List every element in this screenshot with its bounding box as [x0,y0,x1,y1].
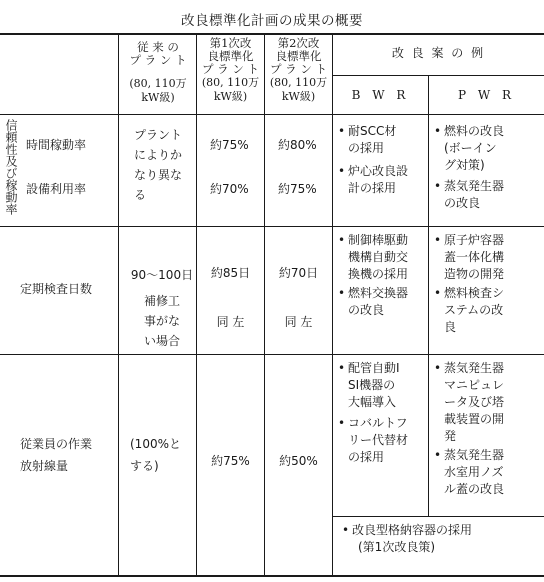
phase1-time-availability: 約75% [210,138,249,152]
pwr-inspection [432,232,542,336]
bullet-line: 良 [444,320,457,334]
common-row-rule [332,516,544,517]
cell-text: る [134,188,147,202]
bullet-item [432,232,542,283]
bullet-item [432,285,542,336]
bullet-line: SI機器の [348,378,396,392]
conventional-inspection [128,265,196,351]
col-rule-1 [118,33,119,576]
bullet-line: • 原子炉容器 [444,233,505,247]
bullet-item [336,232,426,283]
cell-text: によりか [134,148,183,162]
cell-text: 同 左 [216,315,245,329]
header-text: kW級) [281,90,316,103]
table-top-rule [0,33,544,35]
header-text: プ ラ ン ト [270,62,327,76]
header-text: (80, 110万 [129,77,187,90]
bwr-inspection [336,232,426,319]
bullet-line: 換機の採用 [348,267,409,281]
bullet-item [432,178,542,212]
bullet-line: マニピュレ [444,378,505,392]
header-examples: 改 良 案 の 例 [391,46,486,60]
bullet-item [336,163,426,197]
bullet-item [340,522,540,556]
label-radiation-dose [20,433,92,477]
cell-text: い場合 [143,334,180,348]
bullet-item [336,415,426,466]
bullet-line: の採用 [348,450,385,464]
bullet-line: の採用 [348,141,385,155]
bullet-line: (第1次改良策) [358,540,435,554]
bwr-reliability [336,123,426,197]
label-capacity-factor: 設備利用率 [26,182,87,196]
header-pwr: P W R [457,88,516,102]
cell-text: 約70日 [278,266,319,280]
table-bottom-rule [0,575,544,577]
bullet-line: グ対策) [444,158,485,172]
bullet-line: 大幅導入 [348,395,397,409]
bullet-line: • 改良型格納容器の採用 [352,523,473,537]
table-title: 改良標準化計画の成果の概要 [181,13,363,29]
cell-text: 従業員の作業 [20,437,93,451]
phase2-time-availability: 約80% [278,138,317,152]
phase1-radiation: 約75% [211,454,250,468]
bullet-line: リー代替材 [348,433,409,447]
conventional-reliability [134,125,194,205]
bullet-item [432,123,542,174]
bullet-line: • 炉心改良設 [348,164,409,178]
bullet-item [432,360,542,445]
header-text: 第1次改 [209,36,252,50]
cell-text: 90〜100日 [130,268,194,282]
header-bwr: B W R [351,88,410,102]
header-phase1 [197,37,264,104]
bullet-line: (ボーイン [444,141,497,155]
conventional-radiation [130,433,196,477]
cell-text: 放射線量 [20,459,69,473]
cell-text: 事がな [143,314,180,328]
header-text: kW級) [141,91,175,104]
header-phase2 [265,37,332,104]
phase1-inspection [197,265,264,331]
common-improvement [340,522,540,556]
row-group-reliability: 信頼性及び稼動率 [4,119,18,215]
row2-bottom-rule [0,354,544,355]
header-text: 良標準化 [207,49,254,63]
cell-text: 同 左 [284,315,313,329]
bullet-line: • 燃料の改良 [444,124,505,138]
header-text: kW級) [213,90,248,103]
bullet-line: の改良 [348,303,385,317]
bullet-line: • 燃料交換器 [348,286,409,300]
header-text: 第2次改 [277,36,320,50]
col-rule-4 [332,33,333,576]
bullet-item [336,123,426,157]
phase2-inspection [265,265,332,331]
bullet-line: • 配管自動I [348,361,400,375]
bullet-line: • 制御棒駆動 [348,233,409,247]
row1-bottom-rule [0,226,544,227]
bullet-line: ステムの改 [444,303,504,317]
phase2-capacity-factor: 約75% [278,182,317,196]
bullet-item [336,285,426,319]
bullet-line: • 燃料検査シ [444,286,505,300]
bullet-line: 造物の開発 [444,267,505,281]
bullet-line: 発 [444,429,457,443]
bullet-line: ル蓋の改良 [444,482,505,496]
bullet-line: 水室用ノズ [444,465,504,479]
cell-text: 補修工 [143,294,180,308]
summary-table [0,33,544,578]
bullet-item [432,447,542,498]
pwr-reliability [432,123,542,212]
bwr-radiation [336,360,426,466]
header-conventional [122,41,194,105]
header-text: 良標準化 [275,49,322,63]
bullet-line: ータ及び塔 [444,395,505,409]
bullet-line: 機構自動交 [348,250,409,264]
phase1-capacity-factor: 約70% [210,182,249,196]
bullet-line: • 蒸気発生器 [444,179,505,193]
cell-text: なり異な [134,168,183,182]
bullet-line: • コバルトフ [348,416,408,430]
cell-text: プラント [134,128,183,142]
bullet-line: • 蒸気発生器 [444,361,505,375]
bullet-item [336,360,426,411]
label-time-availability: 時間稼動率 [26,138,87,152]
header-bottom-rule [0,114,544,115]
bullet-line: • 蒸気発生器 [444,448,505,462]
col-rule-bwr-pwr [428,75,429,516]
header-text: (80, 110万 [269,76,328,89]
bullet-line: 載装置の開 [444,412,505,426]
phase2-radiation: 約50% [279,454,318,468]
bullet-line: の改良 [444,196,481,210]
header-text: プ ラ ン ト [129,53,187,67]
pwr-radiation [432,360,542,498]
header-text: (80, 110万 [201,76,260,89]
examples-subheader-rule [332,75,544,76]
cell-text: (100%と [130,437,181,451]
label-inspection-days: 定期検査日数 [20,282,93,296]
bullet-line: 蓋一体化構 [444,250,505,264]
cell-text: する) [130,459,159,473]
bullet-line: 計の採用 [348,181,397,195]
bullet-line: • 耐SCC材 [348,124,397,138]
header-text: 従 来 の [137,40,179,54]
cell-text: 約85日 [210,266,251,280]
header-text: プ ラ ン ト [202,62,259,76]
